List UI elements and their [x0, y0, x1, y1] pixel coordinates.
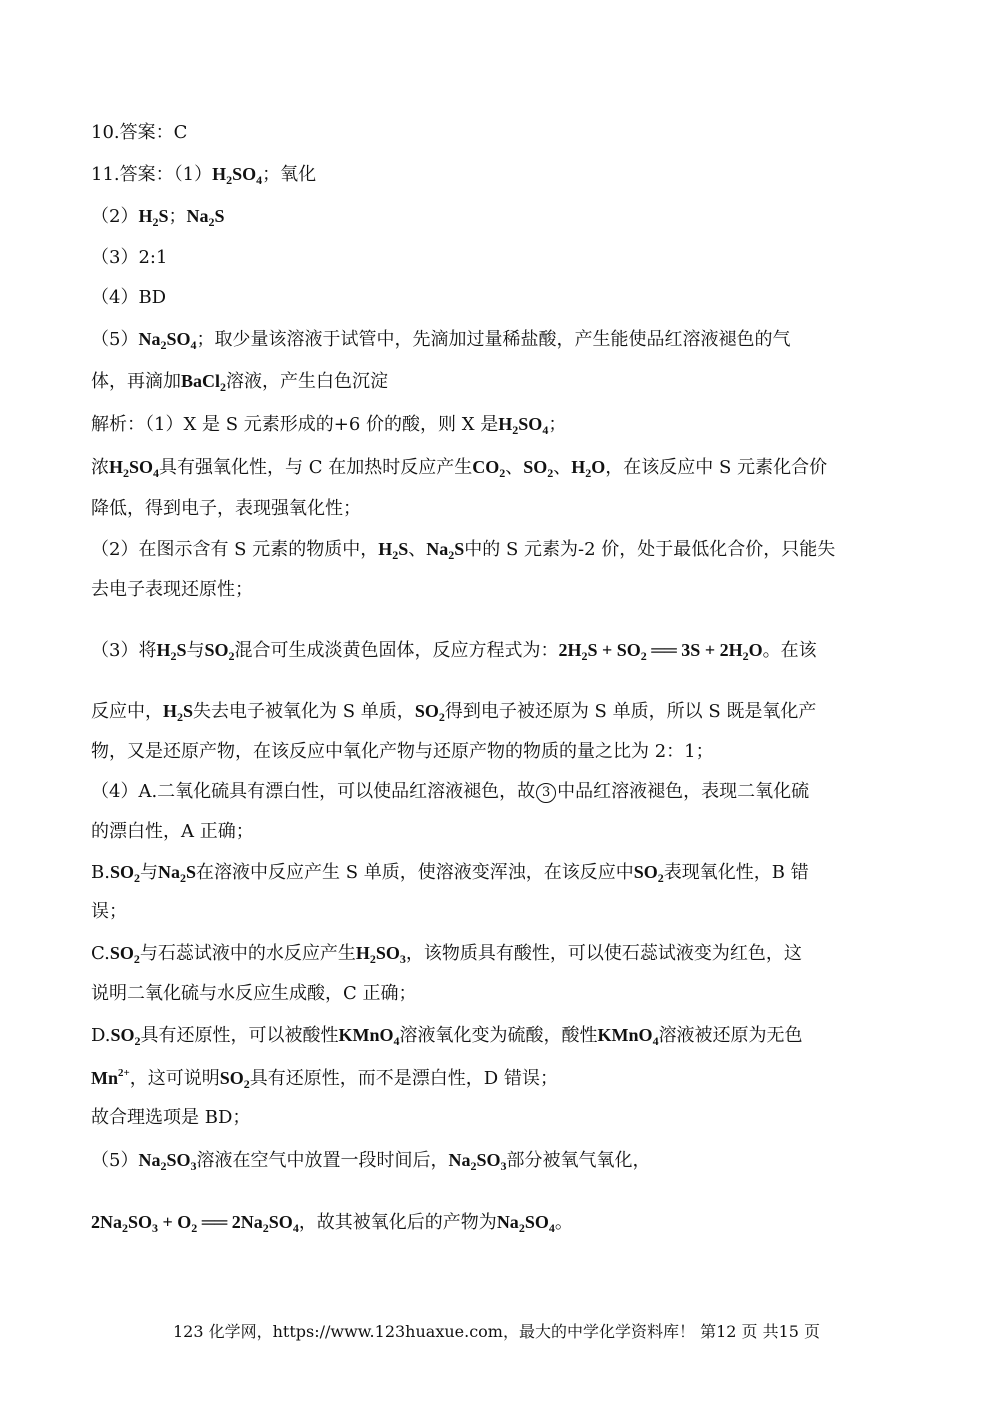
circled-number-3: 3 [536, 783, 556, 803]
analysis-4a: （4）A.二氧化硫具有漂白性，可以使品红溶液褪色，故 3 中品红溶液褪色，表现二氧化硫 [91, 781, 810, 802]
analysis-4b: $B.SO_2$与$Na_2S$在溶液中反应产生 S 单质，使溶液变浑浊，在该反应中$SO_2$表现氧化性，B 错 [91, 862, 809, 885]
formula-mn2plus: $Mn^{2+}$ [91, 1067, 130, 1088]
analysis-1-cont: 浓$H_2SO_4$具有强氧化性，与 C 在加热时反应产生$CO_2$、$SO_2$、$H_2O$，在该反应中 S 元素化合价 [91, 457, 828, 480]
formula-bacl2: BaCl$_2$ [181, 371, 227, 394]
formula-co2: $CO_2$ [472, 457, 506, 480]
formula-na2so4: $Na_2SO_4$ [496, 1212, 555, 1235]
formula-h2s: $H_2S$ [378, 539, 409, 562]
formula-so2: $SO_2$ [204, 640, 235, 663]
formula-na2so3: $Na_2SO_3$ [448, 1150, 507, 1173]
answer-10: 10.答案：C [91, 122, 188, 143]
analysis-4d: $D.SO_2$具有还原性，可以被酸性KMnO$_4$溶液氧化变为硫酸，酸性KMnO$_4$溶液被还原为无色 [91, 1025, 803, 1048]
formula-h2o: $H_2O$ [571, 457, 606, 480]
analysis-4-conclusion: 故合理选项是 BD； [91, 1107, 251, 1128]
formula-h2so4: $H_2SO_4$ [498, 414, 549, 437]
analysis-4a-end: 的漂白性，A 正确； [91, 821, 254, 842]
formula-so2: $SO_2$ [219, 1068, 250, 1091]
analysis-4c-end: 说明二氧化硫与水反应生成酸，C 正确； [91, 983, 417, 1004]
formula-na2so3: $Na_2SO_3$ [138, 1150, 197, 1173]
formula-na2so4: $Na_2SO_4$ [138, 329, 197, 352]
answer-11-part-3: （3）2:1 [91, 247, 168, 268]
analysis-2-end: 去电子表现还原性； [91, 579, 253, 600]
analysis-1-end: 降低，得到电子，表现强氧化性； [91, 498, 361, 519]
formula-na2s: $Na_2S$ [157, 862, 196, 885]
page-footer: 123 化学网，https://www.123huaxue.com，最大的中学化学资料库！ 第12 页 共15 页 [172, 1322, 821, 1341]
answer-11-part-2: $(2)H_2S$；$Na_2S$ [91, 206, 225, 229]
analysis-5-equation: $2Na_2SO_3 + O_2$ ══ $2Na_2SO_4$，故其被氧化后的产物为$Na_2SO_4$。 [91, 1212, 573, 1235]
formula-so2: $SO_2$ [633, 862, 664, 885]
analysis-5: $(5)Na_2SO_3$溶液在空气中放置一段时间后，$Na_2SO_3$部分被氧气氧化， [91, 1150, 651, 1173]
analysis-4d-cont: $Mn^{2+}$，这可说明$SO_2$具有还原性，而不是漂白性，D 错误； [91, 1067, 558, 1091]
equation-na2so3-o2: $2Na_2SO_3 + O_2$ ══ $2Na_2SO_4$ [91, 1212, 299, 1235]
formula-h2so4: $H_2SO_4$ [212, 164, 263, 187]
formula-h2s: $H_2S$ [163, 701, 194, 724]
formula-h2so3: $H_2SO_3$ [355, 943, 406, 966]
formula-h2s: $H_2S$ [156, 640, 187, 663]
formula-so2: $SO_2$ [109, 862, 140, 885]
formula-so2: $SO_2$ [110, 1025, 141, 1048]
formula-h2so4: $H_2SO_4$ [109, 457, 160, 480]
analysis-3: （3）将$H_2S$与$SO_2$混合可生成淡黄色固体，反应方程式为：$2H_2S + SO_2$ ══ $3S + 2H_2O$。在该 [91, 640, 817, 663]
answer-11-part-5: $(5)Na_2SO_4$；取少量该溶液于试管中，先滴加过量稀盐酸，产生能使品红溶液褪色的气 [91, 329, 791, 352]
analysis-3-end: 物，又是还原产物，在该反应中氧化产物与还原产物的物质的量之比为 2：1； [91, 741, 714, 762]
formula-so2: $SO_2$ [109, 943, 140, 966]
analysis-3-cont: 反应中，$H_2S$失去电子被氧化为 S 单质，$SO_2$得到电子被还原为 S 单质，所以 S 既是氧化产 [91, 701, 817, 724]
analysis-1: 解析：（1）X 是 S 元素形成的+6 价的酸，则 X 是$H_2SO_4$； [91, 414, 567, 437]
formula-so2: $SO_2$ [523, 457, 554, 480]
equation-h2s-so2: $2H_2S + SO_2$ ══ $3S + 2H_2O$ [558, 640, 763, 663]
formula-na2s: $Na_2S$ [186, 206, 225, 229]
answer-11-part-4: （4）BD [91, 287, 167, 308]
formula-kmno4: KMnO$_4$ [597, 1025, 659, 1048]
answer-11-part-1: 11.答案：$(1)H_2SO_4$；氧化 [91, 164, 317, 187]
formula-so2: $SO_2$ [414, 701, 445, 724]
answer-11-part-5-cont: 体，再滴加BaCl$_2$溶液，产生白色沉淀 [91, 371, 389, 394]
formula-kmno4: KMnO$_4$ [338, 1025, 400, 1048]
analysis-4c: $C.SO_2$与石蕊试液中的水反应产生$H_2SO_3$，该物质具有酸性，可以使石蕊试液变为红色，这 [91, 943, 802, 966]
formula-h2s: $H_2S$ [138, 206, 169, 229]
analysis-2: （2）在图示含有 S 元素的物质中，$H_2S$、$Na_2S$中的 S 元素为-2 价，处于最低化合价，只能失 [91, 539, 836, 562]
formula-na2s: $Na_2S$ [426, 539, 465, 562]
analysis-4b-end: 误； [91, 901, 127, 922]
